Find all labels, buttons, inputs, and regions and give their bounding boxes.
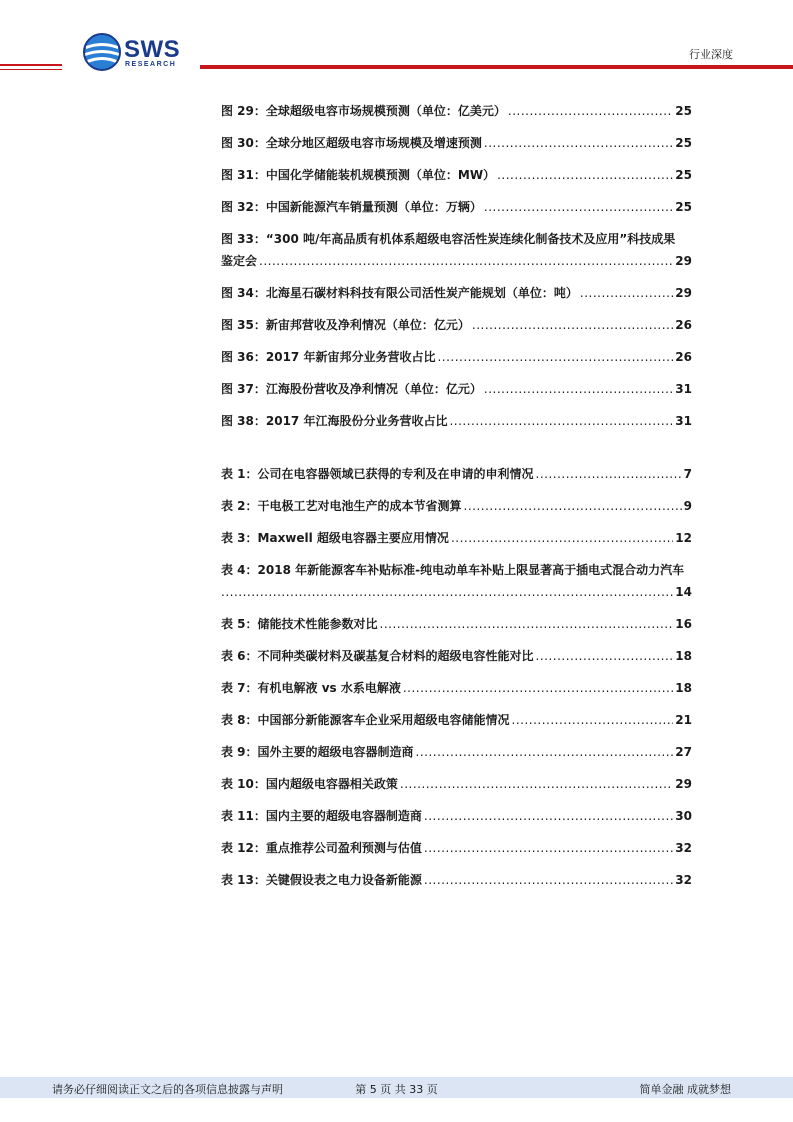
toc-table-12[interactable] [221, 837, 692, 859]
logo-text: SWS [124, 36, 181, 63]
header-divider [200, 65, 793, 69]
toc-title: 图 36：2017 年新宙邦分业务营收占比 [221, 350, 436, 364]
toc-page: 18 [675, 649, 692, 663]
toc-figure-38[interactable] [221, 410, 692, 432]
toc-page: 27 [675, 745, 692, 759]
header-divider-left-thin [0, 69, 62, 70]
toc-figure-34[interactable] [221, 282, 692, 304]
toc-page: 7 [683, 467, 692, 481]
toc-title: 表 6：不同种类碳材料及碳基复合材料的超级电容性能对比 [221, 649, 534, 663]
toc-page: 25 [675, 104, 692, 118]
report-type-tag: 行业深度 [689, 48, 733, 61]
toc-title: 图 38：2017 年江海股份分业务营收占比 [221, 414, 448, 428]
toc-title: 表 2：干电极工艺对电池生产的成本节省测算 [221, 499, 462, 513]
logo-subtext: RESEARCH [125, 61, 177, 68]
toc-page: 9 [683, 499, 692, 513]
toc-table-4[interactable] [221, 559, 692, 603]
toc-title-line2: 鉴定会 [221, 254, 258, 268]
toc-title: 图 32：中国新能源汽车销量预测（单位：万辆） [221, 200, 482, 214]
table-of-contents [221, 100, 692, 891]
sws-globe-icon [82, 32, 122, 72]
sws-logo [82, 32, 192, 74]
footer-disclaimer: 请务必仔细阅读正文之后的各项信息披露与声明 [52, 1083, 283, 1096]
toc-title: 图 35：新宙邦营收及净利情况（单位：亿元） [221, 318, 470, 332]
toc-page: 31 [675, 382, 692, 396]
toc-page: 18 [675, 681, 692, 695]
toc-page: 31 [675, 414, 692, 428]
toc-page: 25 [675, 136, 692, 150]
toc-table-7[interactable] [221, 677, 692, 699]
toc-title: 表 9：国外主要的超级电容器制造商 [221, 745, 414, 759]
toc-table-13[interactable] [221, 869, 692, 891]
toc-title: 图 34：北海星石碳材料科技有限公司活性炭产能规划（单位：吨） [221, 286, 578, 300]
toc-page: 32 [675, 841, 692, 855]
toc-title: 表 1：公司在电容器领域已获得的专利及在申请的申利情况 [221, 467, 534, 481]
toc-table-10[interactable] [221, 773, 692, 795]
toc-title: 图 31：中国化学储能装机规模预测（单位：MW） [221, 168, 496, 182]
toc-title: 图 29：全球超级电容市场规模预测（单位：亿美元） [221, 104, 506, 118]
toc-page: 29 [675, 777, 692, 791]
toc-table-6[interactable] [221, 645, 692, 667]
toc-table-9[interactable] [221, 741, 692, 763]
toc-title: 表 13：关键假设表之电力设备新能源 [221, 873, 422, 887]
toc-figure-35[interactable] [221, 314, 692, 336]
toc-table-8[interactable] [221, 709, 692, 731]
toc-page: 30 [675, 809, 692, 823]
toc-title: 表 7：有机电解液 vs 水系电解液 [221, 681, 401, 695]
toc-table-1[interactable] [221, 463, 692, 485]
toc-figure-32[interactable] [221, 196, 692, 218]
toc-table-3[interactable] [221, 527, 692, 549]
toc-table-11[interactable] [221, 805, 692, 827]
toc-figure-33[interactable] [221, 228, 692, 272]
toc-figure-36[interactable] [221, 346, 692, 368]
toc-title: 表 3：Maxwell 超级电容器主要应用情况 [221, 531, 449, 545]
toc-title: 图 30：全球分地区超级电容市场规模及增速预测 [221, 136, 482, 150]
toc-title: 表 8：中国部分新能源客车企业采用超级电容储能情况 [221, 713, 510, 727]
toc-title: 表 5：储能技术性能参数对比 [221, 617, 378, 631]
toc-page: 26 [675, 318, 692, 332]
toc-page: 32 [675, 873, 692, 887]
toc-figure-31[interactable] [221, 164, 692, 186]
toc-table-2[interactable] [221, 495, 692, 517]
toc-page: 29 [675, 286, 692, 300]
toc-title-line1: 图 33：“300 吨/年高品质有机体系超级电容活性炭连续化制备技术及应用”科技成果 [221, 232, 676, 246]
toc-page: 26 [675, 350, 692, 364]
toc-table-5[interactable] [221, 613, 692, 635]
toc-page: 16 [675, 617, 692, 631]
toc-title-line1: 表 4：2018 年新能源客车补贴标准-纯电动单车补贴上限显著高于插电式混合动力汽车 [221, 563, 685, 577]
toc-title: 图 37：江海股份营收及净利情况（单位：亿元） [221, 382, 482, 396]
toc-title: 表 12：重点推荐公司盈利预测与估值 [221, 841, 422, 855]
toc-page: 25 [675, 168, 692, 182]
toc-page: 29 [675, 254, 692, 268]
footer-slogan: 简单金融 成就梦想 [639, 1083, 731, 1096]
toc-page: 25 [675, 200, 692, 214]
toc-figure-37[interactable] [221, 378, 692, 400]
toc-title: 表 10：国内超级电容器相关政策 [221, 777, 398, 791]
toc-page: 14 [675, 585, 692, 599]
toc-figure-29[interactable] [221, 100, 692, 122]
header-divider-left [0, 64, 62, 66]
footer-page-number: 第 5 页 共 33 页 [355, 1083, 438, 1096]
toc-page: 12 [675, 531, 692, 545]
toc-title: 表 11：国内主要的超级电容器制造商 [221, 809, 422, 823]
toc-figure-30[interactable] [221, 132, 692, 154]
toc-page: 21 [675, 713, 692, 727]
page-footer [0, 1077, 793, 1098]
